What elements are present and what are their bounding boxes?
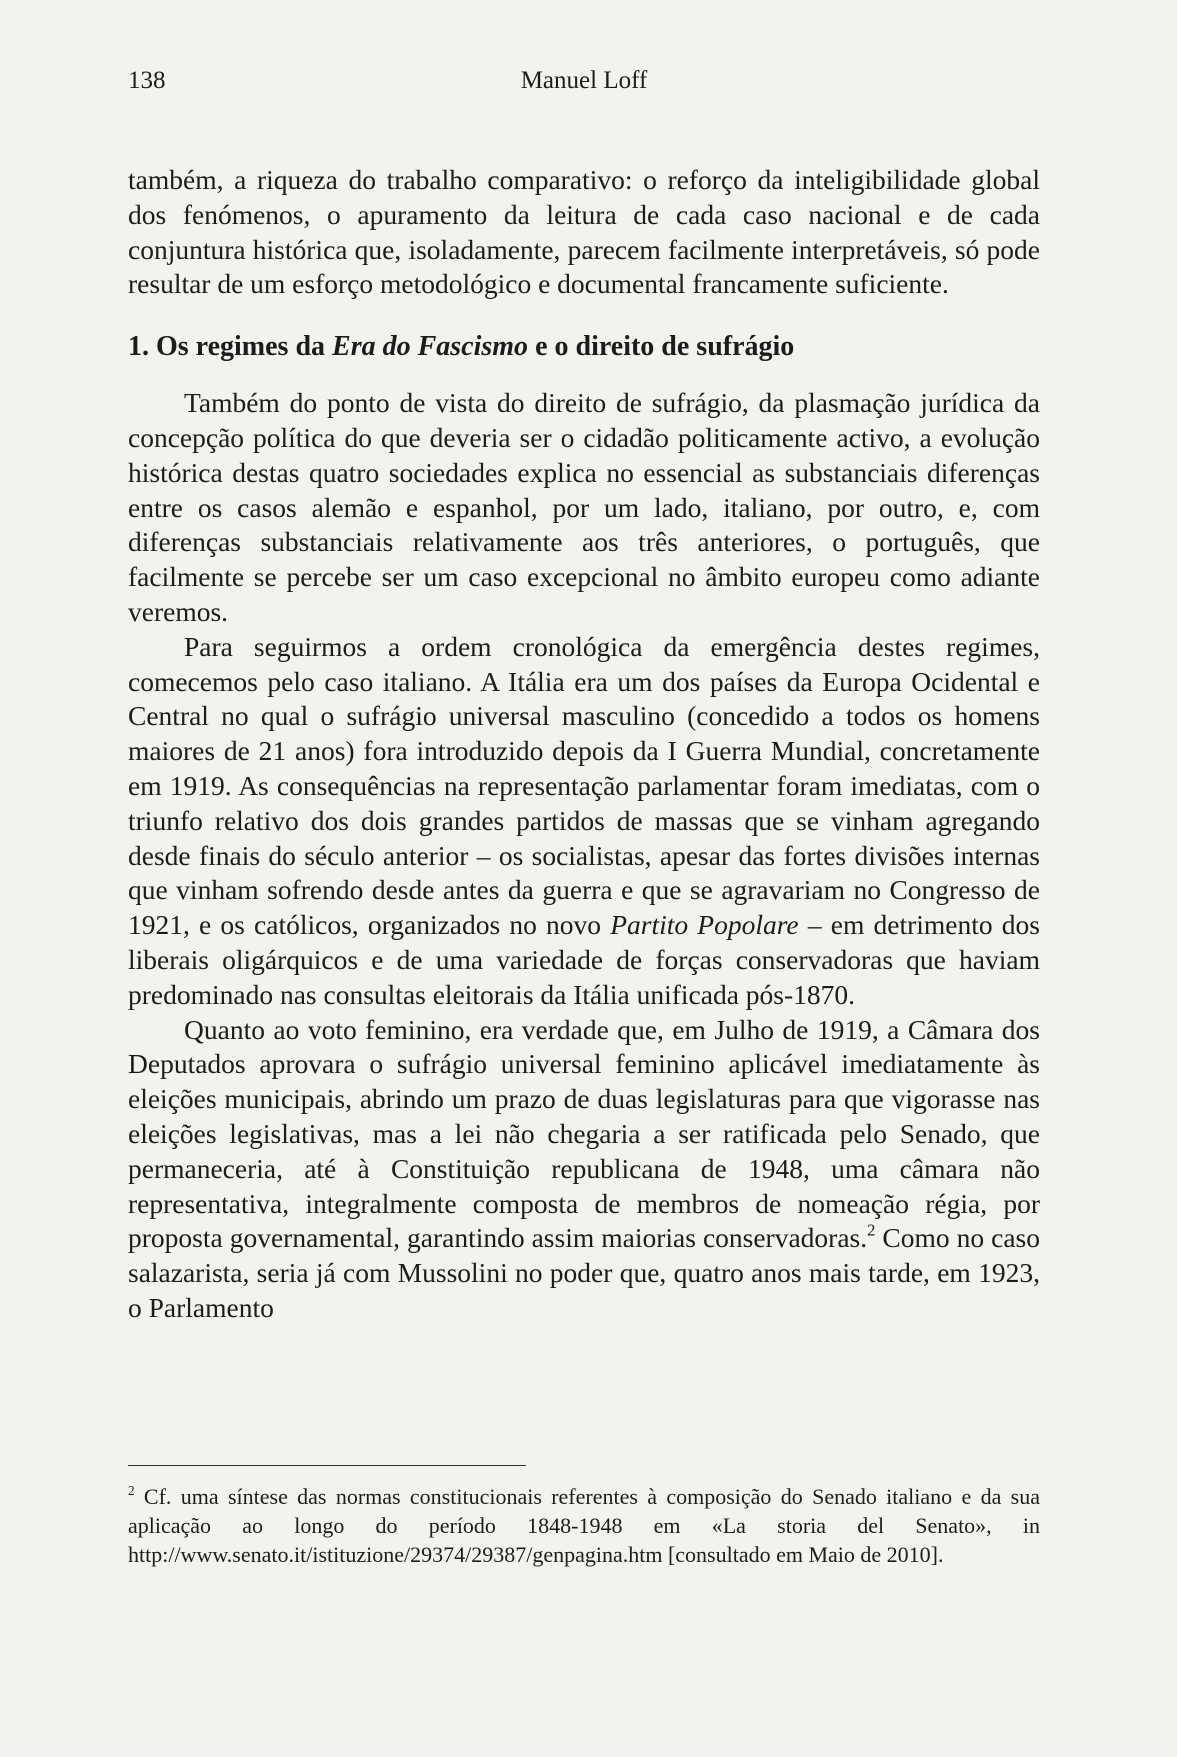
section-number: 1. [128,331,149,363]
header-author: Manuel Loff [520,67,648,94]
paragraph-suffrage-intro: Também do ponto de vista do direito de sufrágio, da plasmação jurídica da concepção política do que deveria ser o cidadão politicamente activo, a evolução histórica destas quatro sociedades explica no essencial as substanciais diferenças entre os casos alemão e espanhol, por um lado, italiano, por outro, e, com diferenças substanciais relativamente aos três anteriores, o português, que facilmente se percebe ser um caso excepcional no âmbito europeu como adiante veremos. [128,387,1040,627]
footnote-number: 2 [128,1482,135,1498]
section-title-before: Os regimes da [156,331,326,363]
italic-party-name: Partito Popolare [610,909,799,941]
section-title-after: e o direito de sufrágio [535,331,795,363]
page-number: 138 [128,67,166,94]
section-title-italic: Era do Fascismo [332,331,529,363]
body-text [128,163,1040,1326]
paragraph-italian-case [128,630,1040,1013]
paragraph-text: Como no caso salazarista, seria já com Mussolini no poder que, quatro anos mais tarde, em 1923, o Parlamento [128,1222,1040,1323]
footnote-text: Cf. uma síntese das normas constitucionais referentes à composição do Senado italiano e da sua aplicação ao longo do período 1848-1948 em «La storia del Senato», in http://www.senato.it/istituzione/29374/29387/genpagina.htm [consultado em Maio de 2010]. [128,1484,1040,1567]
footnote-divider [128,1465,526,1466]
paragraph-text: Quanto ao voto feminino, era verdade que, em Julho de 1919, a Câmara dos Deputados aprovara o sufrágio universal feminino aplicável imediatamente às eleições municipais, abrindo um prazo de duas legislaturas para que vigorasse nas eleições legislativas, mas a lei não chegaria a ser ratificada pelo Senado, que permaneceria, até à Constituição republicana de 1948, uma câmara não representativa, integralmente composta de membros de nomeação régia, por proposta governamental, garantindo assim maiorias conservadoras. [128,1013,1040,1254]
footnotes [128,1482,1040,1569]
footnote-reference[interactable]: 2 [867,1220,876,1240]
paragraph-continuation: também, a riqueza do trabalho comparativo: o reforço da inteligibilidade global dos fenómenos, o apuramento da leitura de cada caso nacional e de cada conjuntura histórica que, isoladamente, parecem facilmente interpretáveis, só pode resultar de um esforço metodológico e documental francamente suficiente. [128,164,1040,300]
paragraph-text: Para seguirmos a ordem cronológica da emergência destes regimes, comecemos pelo caso italiano. A Itália era um dos países da Europa Ocidental e Central no qual o sufrágio universal masculino (concedido a todos os homens maiores de 21 anos) fora introduzido depois da I Guerra Mundial, concretamente em 1919. As consequências na representação parlamentar foram imediatas, com o triunfo relativo dos dois grandes partidos de massas que se vinham agregando desde finais do século anterior – os socialistas, apesar das fortes divisões internas que vinham sofrendo desde antes da guerra e que se agravariam no Congresso de 1921, e os católicos, organizados no novo [128,630,1040,941]
paragraph-female-vote [128,1013,1040,1326]
footnote [128,1482,1040,1569]
paragraph-text: – em detrimento dos liberais oligárquicos e de uma variedade de forças conservadoras que haviam predominado nas consultas eleitorais da Itália unificada pós-1870. [128,909,1040,1010]
section-heading [128,330,1040,364]
